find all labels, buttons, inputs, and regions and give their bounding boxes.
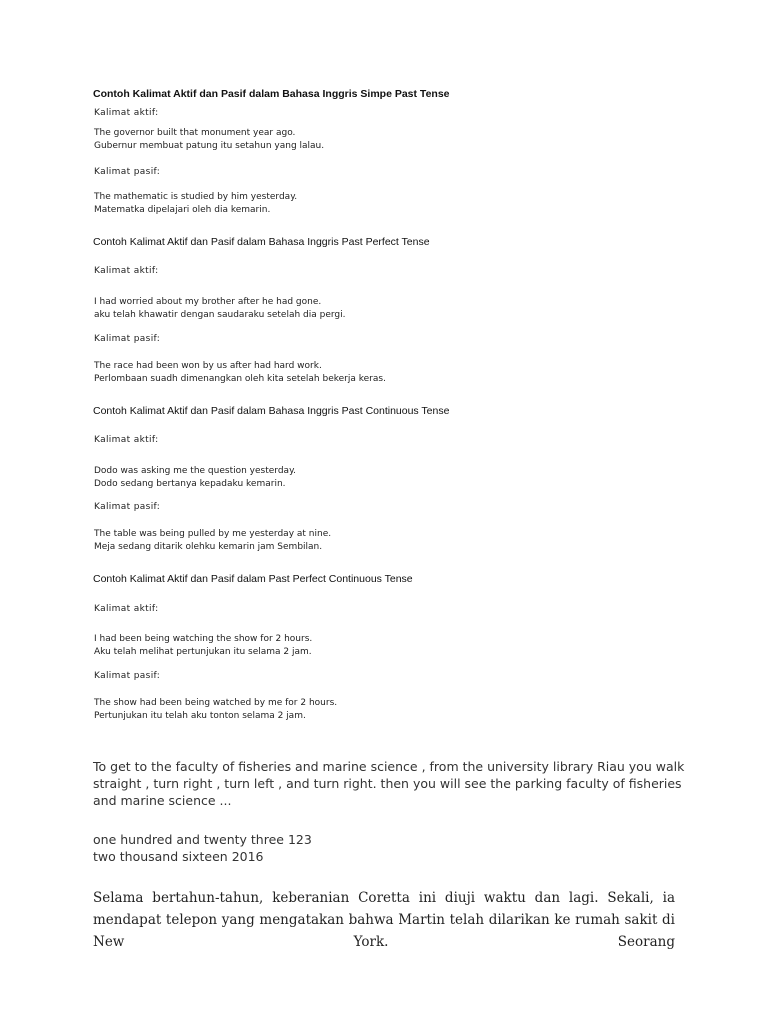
label-active-4: Kalimat aktif: — [94, 604, 159, 614]
label-passive-1: Kalimat pasif: — [94, 167, 161, 177]
section-title-past-perfect-continuous: Contoh Kalimat Aktif dan Pasif dalam Past Perfect Continuous Tense — [93, 573, 413, 585]
sentence-passive-en-2: The race had been won by us after had hard work. — [94, 361, 322, 371]
sentence-active-en-4: I had been being watching the show for 2 hours. — [94, 634, 313, 644]
sentence-active-id-2: aku telah khawatir dengan saudaraku setelah dia pergi. — [94, 310, 346, 320]
sentence-passive-en-1: The mathematic is studied by him yesterday. — [94, 192, 298, 202]
sentence-passive-id-2: Perlombaan suadh dimenangkan oleh kita setelah bekerja keras. — [94, 374, 386, 384]
sentence-active-en-1: The governor built that monument year ago. — [94, 128, 296, 138]
sentence-active-en-2: I had worried about my brother after he had gone. — [94, 297, 322, 307]
coretta-paragraph: Selama bertahun-tahun, keberanian Coretta ini diuji waktu dan lagi. Sekali, ia mendapat telepon yang mengatakan bahwa Martin telah dilarikan ke rumah sakit di New York. Seorang — [93, 890, 675, 950]
sentence-passive-id-4: Pertunjukan itu telah aku tonton selama 2 jam. — [94, 711, 306, 721]
number-line-1: one hundred and twenty three 123 — [93, 832, 312, 847]
label-active-3: Kalimat aktif: — [94, 435, 159, 445]
sentence-active-en-3: Dodo was asking me the question yesterday. — [94, 466, 296, 476]
sentence-passive-id-3: Meja sedang ditarik olehku kemarin jam Sembilan. — [94, 542, 323, 552]
label-passive-3: Kalimat pasif: — [94, 502, 161, 512]
label-active-1: Kalimat aktif: — [94, 108, 159, 118]
directions-paragraph: To get to the faculty of fisheries and marine science , from the university library Riau you walk straight , turn right , turn left , and turn right. then you will see the parking faculty of fisheries and marine science ... — [93, 759, 685, 808]
sentence-active-id-4: Aku telah melihat pertunjukan itu selama 2 jam. — [94, 647, 312, 657]
sentence-passive-id-1: Matematka dipelajari oleh dia kemarin. — [94, 205, 271, 215]
sentence-passive-en-3: The table was being pulled by me yesterday at nine. — [94, 529, 332, 539]
label-passive-4: Kalimat pasif: — [94, 671, 161, 681]
number-line-2: two thousand sixteen 2016 — [93, 849, 264, 864]
sentence-active-id-1: Gubernur membuat patung itu setahun yang lalau. — [94, 141, 325, 151]
sentence-passive-en-4: The show had been being watched by me for 2 hours. — [94, 698, 338, 708]
label-passive-2: Kalimat pasif: — [94, 334, 161, 344]
section-title-simple-past: Contoh Kalimat Aktif dan Pasif dalam Bahasa Inggris Simpe Past Tense — [93, 88, 450, 100]
section-title-past-continuous: Contoh Kalimat Aktif dan Pasif dalam Bahasa Inggris Past Continuous Tense — [93, 405, 450, 417]
section-title-past-perfect: Contoh Kalimat Aktif dan Pasif dalam Bahasa Inggris Past Perfect Tense — [93, 236, 430, 248]
sentence-active-id-3: Dodo sedang bertanya kepadaku kemarin. — [94, 479, 286, 489]
label-active-2: Kalimat aktif: — [94, 266, 159, 276]
